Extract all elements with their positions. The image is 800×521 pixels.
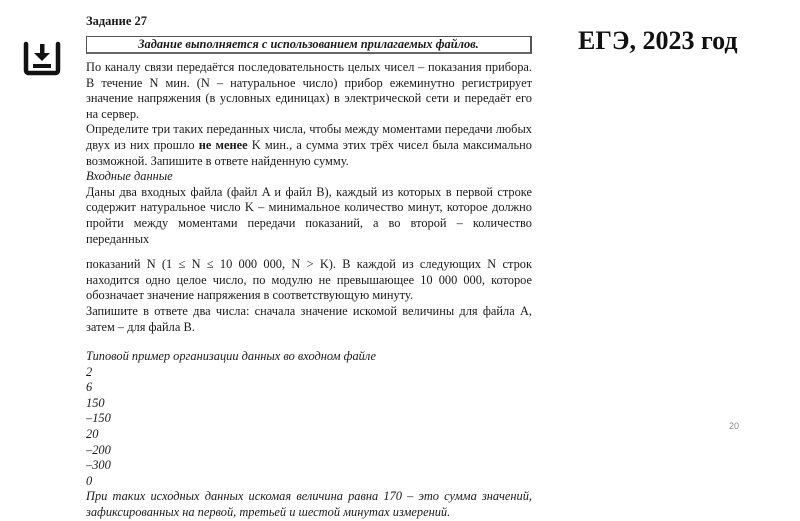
example-value: 150 [86,395,105,410]
task-heading: Задание 27 [86,14,147,28]
task-paragraph-input-format: показаний N (1 ≤ N ≤ 10 000 000, N > K). В каждой из следующих N строк находится одно целое число, по модулю не превышающее 10 000 000, которое обозначает значение напряжения в соответствующую минуту. [86,257,532,303]
section-gap [86,335,532,349]
page-break-gap [86,247,532,257]
example-value: 0 [86,473,93,488]
task-banner: Задание выполняется с использованием прилагаемых файлов. [86,36,532,54]
example-heading: Типовой пример организации данных во входном файле [86,349,377,364]
download-icon-glyph [22,40,62,76]
requirement-text-end: K мин., а сумма этих трёх чисел была максимально возможной. Запишите в ответе найденную сумму. [86,137,532,168]
example-value: 20 [86,427,99,442]
example-values-list [86,365,532,490]
slide-title: ЕГЭ, 2023 год [578,26,738,55]
page-number: 20 [729,421,740,431]
example-value: –200 [86,442,111,457]
requirement-text-start: Определите три таких переданных числа, чтобы между моментами передачи любых двух из них прошло [86,122,532,152]
task-paragraph-requirement [86,122,532,169]
download-icon[interactable] [22,40,62,76]
task-document [86,14,532,521]
example-value: –150 [86,411,111,426]
example-value: –300 [86,458,111,473]
task-paragraph-description: По каналу связи передаётся последовательность целых чисел – показания прибора. В течение N мин. (N – натуральное число) прибор ежеминутно регистрирует значение напряжения (в условных единицах) в электрической сети и передаёт его на сервер. [86,60,532,121]
task-paragraph-answer-format: Запишите в ответе два числа: сначала значение искомой величины для файла A, затем – для файла B. [86,303,532,334]
example-value: 6 [86,380,93,395]
input-data-heading: Входные данные [86,169,173,184]
task-paragraph-input-files: Даны два входных файла (файл A и файл B), каждый из которых в первой строке содержит натуральное число K – минимальное количество минут, которое должно пройти между моментами передачи показаний, а во второй – количество переданных [86,184,532,246]
example-conclusion: При таких исходных данных искомая величина равна 170 – это сумма значений, зафиксированных на первой, третьей и шестой минутах измерений. [86,489,532,520]
example-value: 2 [86,364,93,379]
requirement-bold-text: не менее [198,137,248,152]
